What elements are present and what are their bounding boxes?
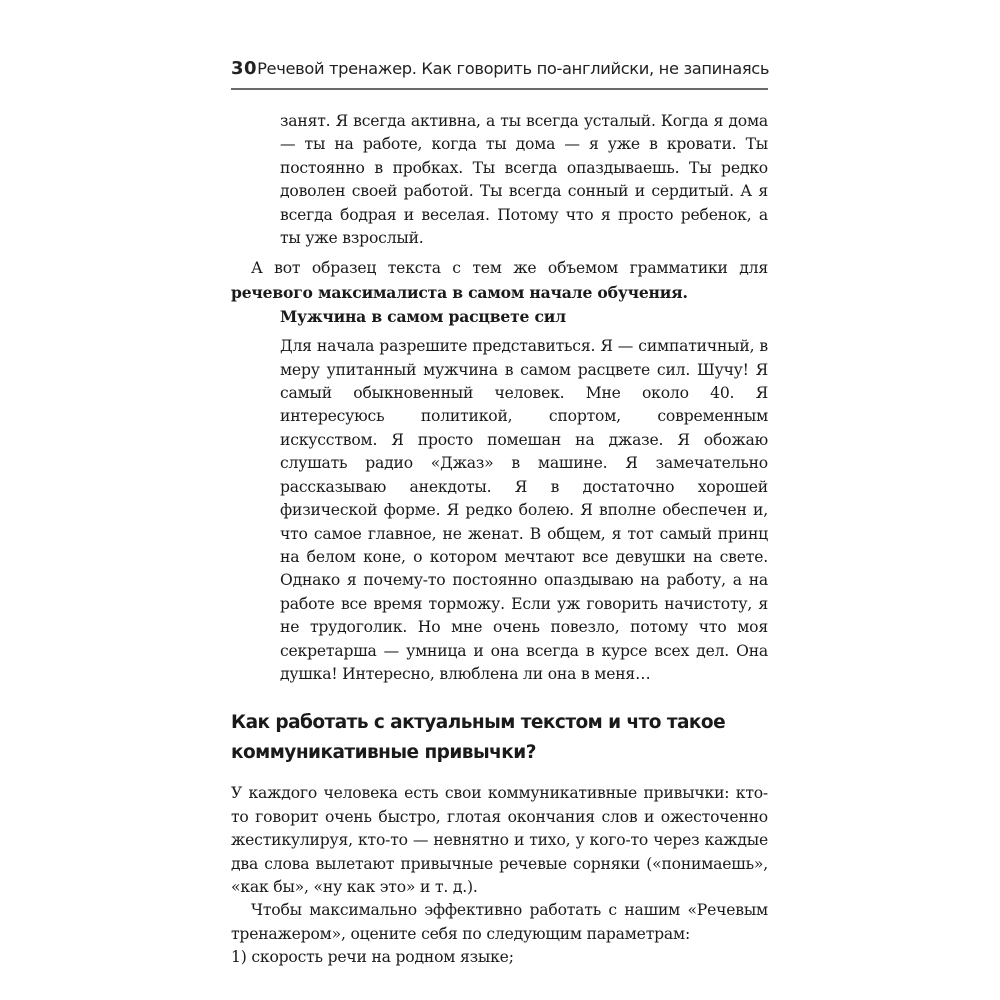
section-heading-line1: Как работать с актуальным текстом и что такое [231, 712, 726, 734]
body-paragraph-1: У каждого человека есть свои коммуникативные привычки: кто-то говорит очень быстро, глотая окончания слов и ожесточенно жестикулируя, кто-то — невнятно и тихо, у кого-то через каждые два слова вылетают привычные речевые сорняки («понимаешь», «как бы», «ну как это» и т. д.). [231, 784, 768, 896]
page-number: 30 [231, 58, 258, 79]
running-header [231, 58, 768, 90]
list-item-1: 1) скорость речи на родном языке; [231, 948, 514, 967]
sample-text: Для начала разрешите представиться. Я — симпатичный, в меру упитанный мужчина в самом расцвете сил. Шучу! Я самый обыкновенный человек. Мне около 40. Я интересуюсь политикой, спортом, современным искусством. Я просто помешан на джазе. Я обожаю слушать радио «Джаз» в машине. Я замечательно рассказываю анекдоты. Я в достаточно хорошей физической форме. Я редко болею. Я вполне обеспечен и, что самое главное, не женат. В общем, я тот самый принц на белом коне, о котором мечтают все девушки на свете. Однако я почему-то постоянно опаздываю на работу, а на работе все время торможу. Если уж говорить начистоту, я не трудоголик. Но мне очень повезло, потому что моя секретарша — умница и она всегда в курсе всех дел. Она душка! Интересно, влюблена ли она в меня… [280, 337, 768, 683]
sample-block [280, 335, 768, 686]
intro-end: . [682, 282, 688, 302]
body-paragraph-2: Чтобы максимально эффективно работать с нашим «Речевым тренажером», оцените себя по следующим параметрам: [231, 901, 768, 943]
section-heading-line2: коммуникативные привычки? [231, 742, 536, 764]
intro-bold-text: речевого максималиста в самом начале обучения [231, 282, 683, 302]
intro-text: А вот образец текста с тем же объемом грамматики для [251, 259, 768, 278]
running-title: Речевой тренажер. Как говорить по-английски, не запинаясь [257, 59, 770, 78]
quote-text: занят. Я всегда активна, а ты всегда усталый. Когда я дома — ты на работе, когда ты дома — я уже в кровати. Ты постоянно в пробках. Ты всегда опаздываешь. Ты редко доволен своей работой. Ты всегда сонный и сердитый. А я всегда бодрая и веселая. Потому что я просто ребенок, а ты уже взрослый. [280, 112, 768, 248]
book-page [231, 58, 768, 970]
section-heading [231, 708, 768, 768]
quote-block [280, 110, 768, 250]
sample-title: Мужчина в самом расцвете сил [280, 307, 566, 327]
intro-paragraph [231, 257, 768, 305]
